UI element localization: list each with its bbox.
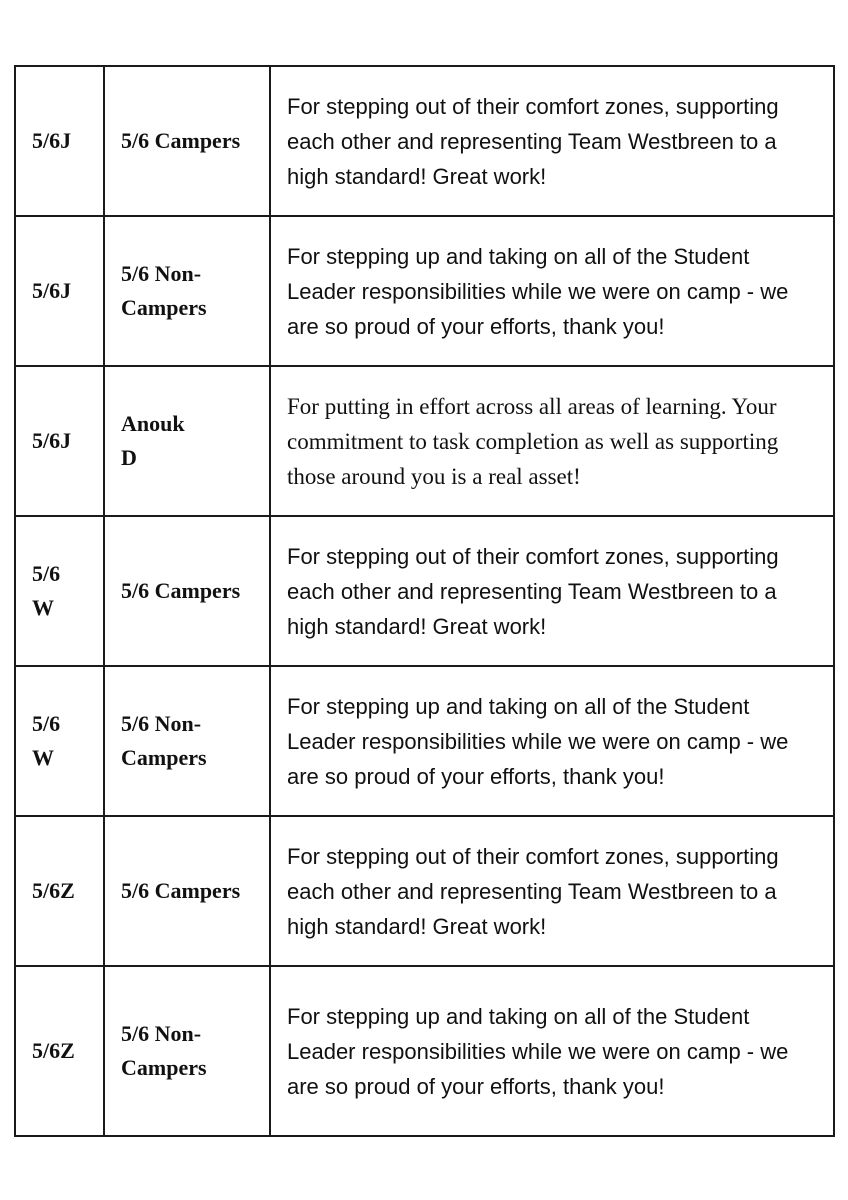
class-cell: 5/6Z — [15, 966, 104, 1136]
class-cell — [15, 666, 104, 816]
recipient-cell — [104, 666, 270, 816]
class-cell: 5/6J — [15, 366, 104, 516]
recipient-cell — [104, 366, 270, 516]
table-row — [15, 816, 834, 966]
recipient-cell: 5/6 Campers — [104, 66, 270, 216]
table-row — [15, 216, 834, 366]
message-cell: For stepping out of their comfort zones, supporting each other and representing Team Westbreen to a high standard! Great work! — [270, 516, 834, 666]
recipient-name: 5/6 Non-Campers — [121, 1021, 207, 1080]
awards-table — [14, 65, 835, 1137]
message-cell: For stepping out of their comfort zones, supporting each other and representing Team Westbreen to a high standard! Great work! — [270, 66, 834, 216]
table-row — [15, 516, 834, 666]
message-cell: For stepping up and taking on all of the Student Leader responsibilities while we were on camp - we are so proud of your efforts, thank you! — [270, 966, 834, 1136]
recipient-name: 5/6 Non-Campers — [121, 711, 207, 770]
table-row — [15, 366, 834, 516]
recipient-cell — [104, 216, 270, 366]
table-row — [15, 966, 834, 1136]
class-cell: 5/6J — [15, 66, 104, 216]
message-cell: For stepping out of their comfort zones, supporting each other and representing Team Westbreen to a high standard! Great work! — [270, 816, 834, 966]
table-row — [15, 666, 834, 816]
message-cell: For stepping up and taking on all of the Student Leader responsibilities while we were on camp - we are so proud of your efforts, thank you! — [270, 666, 834, 816]
table-row — [15, 66, 834, 216]
class-label: 5/6 W — [32, 711, 61, 770]
class-cell: 5/6Z — [15, 816, 104, 966]
class-cell — [15, 516, 104, 666]
recipient-name: Anouk D — [121, 411, 185, 470]
class-cell: 5/6J — [15, 216, 104, 366]
class-label: 5/6 W — [32, 561, 61, 620]
recipient-name: 5/6 Non-Campers — [121, 261, 207, 320]
message-cell: For stepping up and taking on all of the Student Leader responsibilities while we were on camp - we are so proud of your efforts, thank you! — [270, 216, 834, 366]
recipient-cell: 5/6 Campers — [104, 516, 270, 666]
recipient-cell: 5/6 Campers — [104, 816, 270, 966]
recipient-cell — [104, 966, 270, 1136]
message-cell: For putting in effort across all areas of learning. Your commitment to task completion as well as supporting those around you is a real asset! — [270, 366, 834, 516]
